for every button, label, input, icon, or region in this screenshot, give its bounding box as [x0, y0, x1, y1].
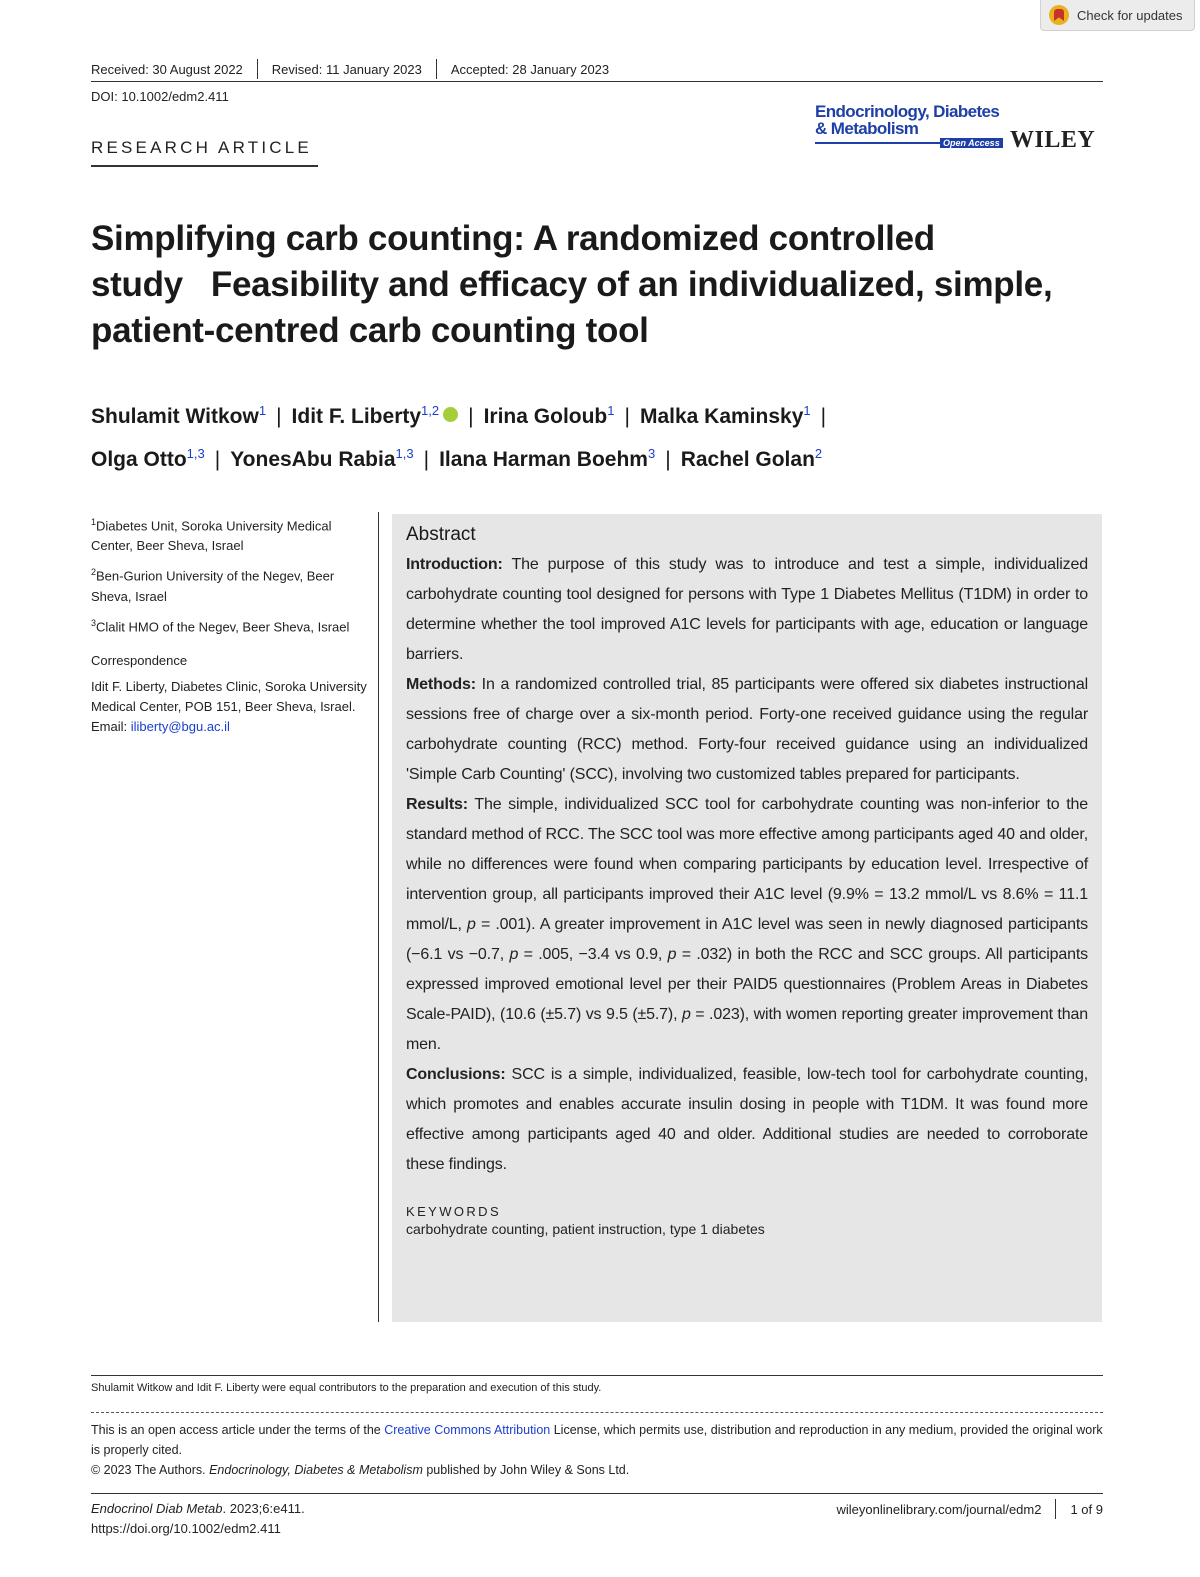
- author-separator: |: [276, 405, 282, 428]
- check-for-updates-button[interactable]: [1040, 0, 1195, 31]
- author-name[interactable]: Olga Otto: [91, 448, 187, 471]
- keywords-heading: KEYWORDS: [406, 1204, 502, 1219]
- citation-info: [91, 1499, 305, 1539]
- title-line-1: Simplifying carb counting: A randomized controlled: [91, 219, 935, 258]
- author-affiliation[interactable]: 1,2: [421, 403, 440, 418]
- bookmark-icon: [1049, 5, 1069, 25]
- author-name[interactable]: Rachel Golan: [680, 448, 815, 471]
- title-line-3: patient-centred carb counting tool: [91, 311, 649, 350]
- author-affiliation[interactable]: 1: [258, 403, 267, 418]
- page-divider: [1055, 1499, 1056, 1519]
- abstract-conclusions: Conclusions: SCC is a simple, individualized, feasible, low-tech tool for carbohydrate counting, which promotes and enables accurate insulin dosing in people with T1DM. It was found more effective among participants aged 40 and older. Additional studies are needed to corroborate these findings.: [406, 1066, 1088, 1173]
- author-separator: |: [665, 448, 671, 471]
- accepted-date: Accepted: 28 January 2023: [450, 61, 610, 77]
- date-divider: [257, 59, 258, 79]
- abstract-heading: Abstract: [406, 524, 476, 545]
- author-affiliation[interactable]: 3: [647, 446, 656, 461]
- author-separator: |: [468, 405, 474, 428]
- abstract-results: Results: The simple, individualized SCC tool for carbohydrate counting was non-inferior to the standard method of RCC. The SCC tool was more effective among participants aged 40 and older, while no differences were found when comparing participants by education level. Irrespective of intervention group, all participants improved their A1C level (9.9% = 13.2 mmol/L vs 8.6% = 11.1 mmol/L, p = .001). A greater improvement in A1C level was seen in newly diagnosed participants (−6.1 vs −0.7, p = .005, −3.4 vs 0.9, p = .032) in both the RCC and SCC groups. All participants expressed improved emotional level per their PAID5 questionnaires (Problem Areas in Diabetes Scale-PAID), (10.6 (±5.7) vs 9.5 (±5.7), p = .023), with women reporting greater improvement than men.: [406, 796, 1088, 1053]
- author-affiliation[interactable]: 1,3: [395, 446, 414, 461]
- author-name[interactable]: YonesAbu Rabia: [230, 448, 396, 471]
- article-type: RESEARCH ARTICLE: [91, 138, 312, 157]
- author-affiliation[interactable]: 1: [803, 403, 811, 418]
- journal-url[interactable]: wileyonlinelibrary.com/journal/edm2: [836, 1501, 1042, 1517]
- cc-license-link[interactable]: Creative Commons Attribution: [384, 1423, 551, 1437]
- doi-url[interactable]: https://doi.org/10.1002/edm2.411: [91, 1521, 281, 1536]
- header-rule: [91, 81, 1103, 82]
- license-text: This is an open access article under the terms of the Creative Commons Attribution License, which permits use, distribution and reproduction in any medium, provided the original work is properly cited.: [91, 1423, 1103, 1457]
- date-divider: [436, 59, 437, 79]
- email-label: Email:: [91, 718, 128, 734]
- page-info: [700, 1499, 1103, 1519]
- abstract-methods: Methods: In a randomized controlled trial, 85 participants were offered six diabetes instructional sessions free of charge over a six-month period. Forty-one received guidance using the regular carbohydrate counting (RCC) method. Forty-four received guidance using an individualized 'Simple Carb Counting' (SCC), involving two customized tables prepared for participants.: [406, 676, 1088, 783]
- keywords-list: carbohydrate counting, patient instruction, type 1 diabetes: [406, 1221, 765, 1237]
- journal-name-line2: & Metabolism: [815, 119, 919, 138]
- page-number: 1 of 9: [1070, 1501, 1103, 1517]
- revised-date: Revised: 11 January 2023: [271, 61, 422, 77]
- open-access-tag: Open Access: [940, 138, 1003, 148]
- article-title: [91, 216, 1091, 354]
- correspondence-heading: Correspondence: [91, 652, 188, 668]
- correspondence-text: Idit F. Liberty, Diabetes Clinic, Soroka University Medical Center, POB 151, Beer Sheva, Israel. Email: iliberty@bgu.ac.il: [91, 678, 367, 734]
- author-separator: |: [820, 405, 827, 428]
- author-name[interactable]: Malka Kaminsky: [639, 405, 804, 428]
- column-divider: [378, 512, 379, 1322]
- journal-name-line1: Endocrinology, Diabetes: [815, 102, 1000, 121]
- received-date: Received: 30 August 2022: [91, 61, 243, 77]
- author-list: [91, 392, 1103, 478]
- citation-line: Endocrinol Diab Metab. 2023;6:e411.: [91, 1501, 305, 1516]
- footnote-rule: [91, 1375, 1103, 1376]
- author-separator: |: [214, 448, 221, 471]
- abstract-box: [392, 514, 1102, 1322]
- author-name[interactable]: Irina Goloub: [483, 405, 608, 428]
- article-dates: [91, 59, 1103, 79]
- abstract-introduction: Introduction: The purpose of this study was to introduce and test a simple, individualized carbohydrate counting tool designed for persons with Type 1 Diabetes Mellitus (T1DM) in order to determine whether the tool improved A1C levels for participants with age, education or language barriers.: [406, 556, 1089, 663]
- affiliation-item: $^3$Clalit HMO of the Negev, Beer Sheva, Israel: [91, 617, 350, 634]
- copyright-text: © 2023 The Authors. Endocrinology, Diabetes & Metabolism published by John Wiley & Sons Ltd.: [91, 1463, 630, 1477]
- email-link[interactable]: iliberty@bgu.ac.il: [130, 718, 230, 734]
- author-name[interactable]: Idit F. Liberty: [291, 405, 422, 428]
- author-affiliation[interactable]: 1,3: [186, 446, 205, 461]
- author-name[interactable]: Shulamit Witkow: [91, 405, 259, 428]
- author-line-1: [91, 392, 1103, 435]
- author-separator: |: [423, 448, 430, 471]
- title-line-2: study Feasibility and efficacy of an individualized, simple,: [91, 265, 1053, 304]
- author-separator: |: [624, 405, 630, 428]
- article-type-underline: [91, 165, 318, 167]
- article-doi[interactable]: DOI: 10.1002/edm2.411: [91, 89, 229, 104]
- equal-contribution-note: Shulamit Witkow and Idit F. Liberty were equal contributors to the preparation and execution of this study.: [91, 1382, 602, 1394]
- affiliations-sidebar: [91, 512, 369, 737]
- affiliation-item: $^2$Ben-Gurion University of the Negev, Beer Sheva, Israel: [91, 567, 335, 604]
- author-name[interactable]: Ilana Harman Boehm: [439, 448, 648, 471]
- license-notice: [91, 1420, 1103, 1480]
- bottom-rule: [91, 1493, 1103, 1494]
- author-affiliation[interactable]: 1: [607, 403, 615, 418]
- affiliation-item: $^1$Diabetes Unit, Soroka University Medical Center, Beer Sheva, Israel: [91, 517, 332, 554]
- check-for-updates-label: Check for updates: [1077, 7, 1183, 23]
- footnote-dashed-rule: [91, 1412, 1103, 1413]
- author-line-2: [91, 435, 1103, 478]
- publisher-logo[interactable]: WILEY: [1010, 127, 1096, 153]
- journal-logo[interactable]: [815, 103, 999, 137]
- author-affiliation[interactable]: 2: [814, 446, 823, 461]
- orcid-icon[interactable]: [443, 407, 458, 422]
